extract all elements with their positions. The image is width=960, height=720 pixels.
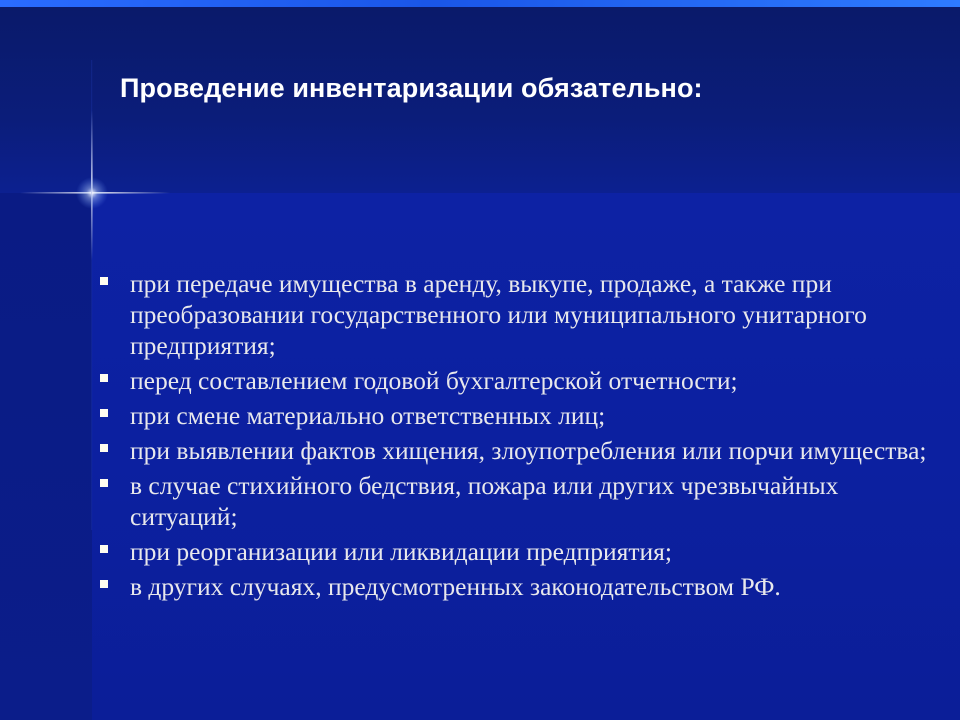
list-item [100,470,930,532]
bullet-list [100,268,930,606]
bullet-square-icon [100,444,108,452]
bullet-square-icon [100,277,108,285]
bullet-square-icon [100,580,108,588]
bullet-square-icon [100,545,108,553]
list-item-text: перед составлением годовой бухгалтерской отчетности; [130,366,738,395]
list-item [100,365,930,396]
list-item [100,571,930,602]
list-item-text: при реорганизации или ликвидации предприятия; [130,537,672,566]
list-item-text: при смене материально ответственных лиц; [130,401,606,430]
list-item [100,268,930,361]
list-item [100,400,930,431]
top-accent-strip [0,0,960,7]
list-item-text: при выявлении фактов хищения, злоупотребления или порчи имущества; [130,436,927,465]
list-item [100,536,930,567]
left-panel [0,193,92,720]
list-item-text: в случае стихийного бедствия, пожара или других чрезвычайных ситуаций; [130,471,839,531]
bullet-square-icon [100,374,108,382]
bullet-square-icon [100,409,108,417]
list-item-text: в других случаях, предусмотренных законодательством РФ. [130,572,781,601]
list-item [100,435,930,466]
bullet-square-icon [100,479,108,487]
slide-title: Проведение инвентаризации обязательно: [120,73,703,103]
list-item-text: при передаче имущества в аренду, выкупе, продаже, а также при преобразовании государственного или муниципального унитарного предприятия; [130,269,867,360]
